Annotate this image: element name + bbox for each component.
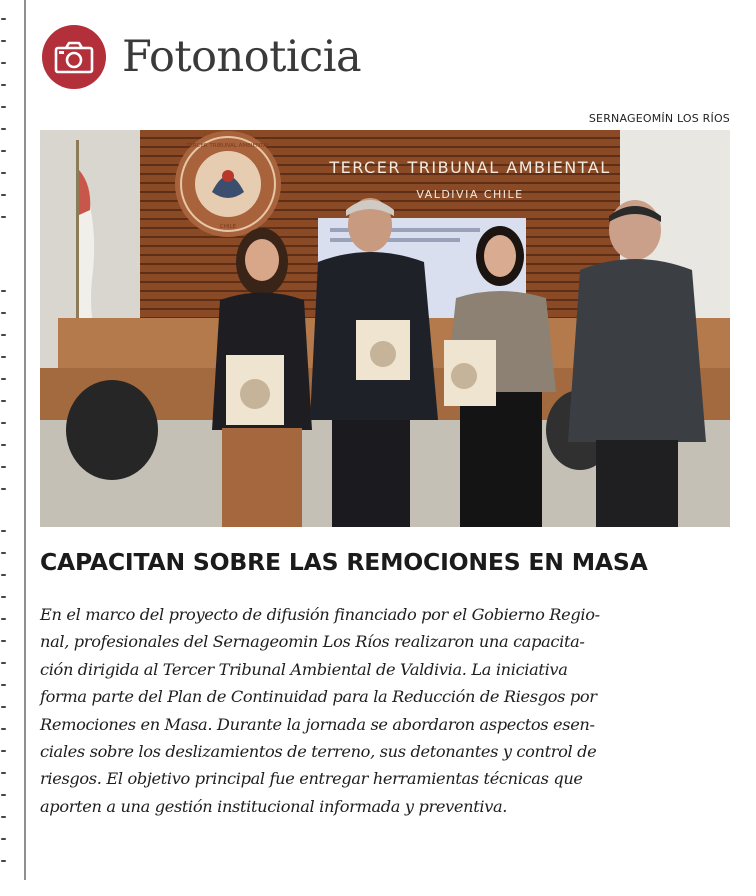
article-body: [40, 601, 740, 820]
body-line: aporten a una gestión institucional informada y preventiva.: [40, 796, 508, 816]
article-headline: CAPACITAN SOBRE LAS REMOCIONES EN MASA: [40, 548, 648, 576]
seal-bottom-text: CHILE: [219, 224, 237, 230]
body-line: nal, profesionales del Sernageomin Los Ríos realizaron una capacita-: [40, 632, 585, 652]
chair: [66, 380, 158, 480]
body-line: forma parte del Plan de Continuidad para la Reducción de Riesgos por: [40, 687, 597, 707]
section-title: Fotonoticia: [122, 32, 362, 82]
news-photo: [40, 130, 730, 527]
photo-credit: SERNAGEOMÍN LOS RÍOS: [588, 112, 730, 125]
tribunal-seal: [175, 131, 281, 237]
body-line: Remociones en Masa. Durante la jornada se abordaron aspectos esen-: [40, 714, 595, 734]
camera-icon: [54, 40, 94, 74]
wall-banner-subtitle: VALDIVIA CHILE: [416, 188, 524, 201]
body-line: En el marco del proyecto de difusión financiado por el Gobierno Regio-: [40, 605, 600, 624]
camera-badge: [42, 25, 106, 89]
body-line: ción dirigida al Tercer Tribunal Ambiental de Valdivia. La iniciativa: [40, 659, 568, 679]
body-line: ciales sobre los deslizamientos de terreno, sus detonantes y control de: [40, 742, 597, 762]
section-header: [42, 24, 361, 90]
wall-banner-title: TERCER TRIBUNAL AMBIENTAL: [329, 158, 611, 177]
adjacent-column-fragment: [0, 0, 10, 896]
column-divider: [24, 0, 26, 880]
body-line: riesgos. El objetivo principal fue entregar herramientas técnicas que: [40, 769, 583, 789]
seal-top-text: TERCER TRIBUNAL AMBIENTAL: [186, 143, 270, 149]
